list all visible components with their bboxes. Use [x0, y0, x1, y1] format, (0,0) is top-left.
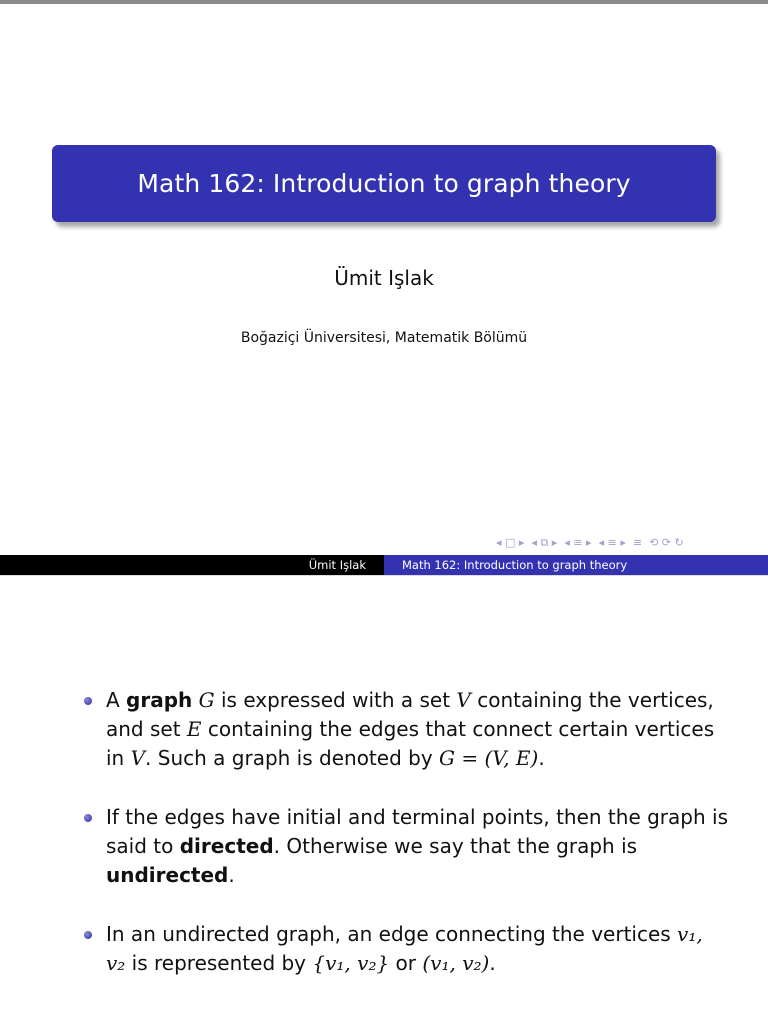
footline: [0, 555, 768, 575]
math-vertices: v₁, v₂: [106, 922, 703, 975]
footer-title-text: Math 162: Introduction to graph theory: [402, 558, 628, 572]
nav-outline-icon[interactable]: ≡: [632, 536, 643, 549]
text: containing the vertices, and set: [106, 688, 714, 741]
text: is expressed with a set: [214, 688, 457, 712]
math-E: E: [186, 717, 202, 741]
nav-frame-icon[interactable]: ◂ □ ▸: [496, 536, 525, 549]
math-V: V: [130, 746, 146, 770]
bullet-item: [78, 686, 728, 773]
math-graph-notation: G = (V, E): [439, 746, 539, 770]
math-edge-set: {v₁, v₂}: [312, 951, 390, 975]
slide-divider: [0, 575, 768, 576]
beamer-nav-symbols[interactable]: [496, 535, 684, 551]
math-edge-pair: (v₁, v₂): [422, 951, 490, 975]
math-V: V: [456, 688, 471, 712]
nav-section-icon[interactable]: ◂ ≡ ▸: [564, 536, 592, 549]
bullet-dot-icon: [84, 931, 92, 939]
text: A: [106, 688, 127, 712]
top-rule: [0, 0, 768, 4]
institute-name: Boğaziçi Üniversitesi, Matematik Bölümü: [240, 330, 528, 346]
text: .: [538, 746, 545, 770]
text: is represented by: [125, 951, 313, 975]
nav-search-back-icon[interactable]: ⟲ ⟳ ↻: [649, 536, 684, 549]
text: . Otherwise we say that the graph is: [273, 834, 638, 858]
term-graph: graph: [126, 688, 193, 712]
author-name: Ümit Işlak: [334, 266, 434, 290]
math-G: G: [198, 688, 215, 712]
footer-author: [0, 555, 384, 575]
text: .: [228, 863, 235, 887]
bullet-item: [78, 803, 728, 890]
bullet-list: [78, 686, 728, 1008]
text: .: [489, 951, 496, 975]
bullet-item: [78, 920, 728, 978]
bullet-dot-icon: [84, 697, 92, 705]
text: In an undirected graph, an edge connecting the vertices: [106, 922, 678, 946]
term-undirected: undirected: [106, 863, 229, 887]
text: If the edges have initial and terminal points, then the graph is said to: [106, 805, 728, 858]
nav-subsection-icon[interactable]: ◂ ⧉ ▸: [531, 536, 558, 549]
text: or: [389, 951, 423, 975]
nav-document-icon[interactable]: ◂ ≡ ▸: [598, 536, 626, 549]
footer-title: [384, 555, 768, 575]
slide-title: Math 162: Introduction to graph theory: [137, 169, 631, 198]
text: containing the edges that connect certain vertices in: [106, 717, 715, 770]
footer-author-text: Ümit Işlak: [308, 558, 366, 572]
term-directed: directed: [179, 834, 274, 858]
text: . Such a graph is denoted by: [145, 746, 440, 770]
title-block: [52, 145, 716, 222]
bullet-dot-icon: [84, 814, 92, 822]
